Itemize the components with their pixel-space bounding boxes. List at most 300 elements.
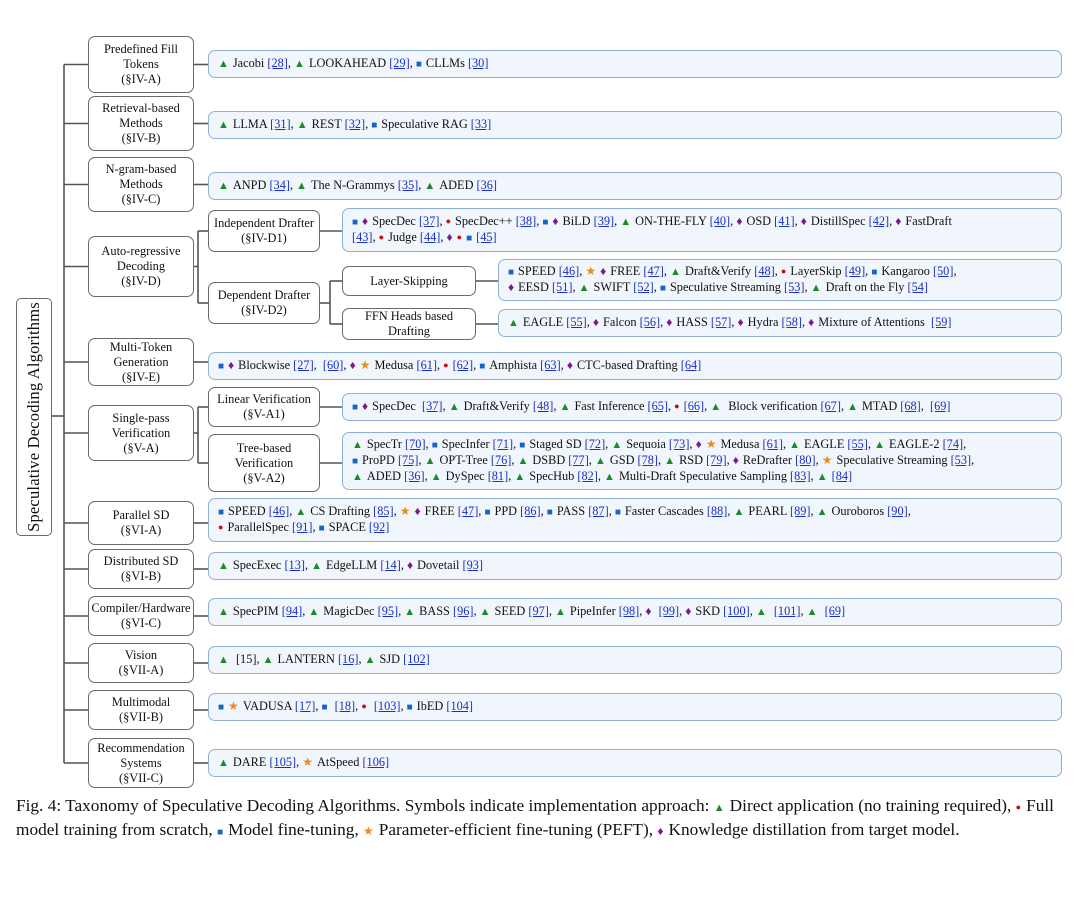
- citation-link[interactable]: [55]: [566, 315, 587, 329]
- citation-link[interactable]: [100]: [723, 604, 750, 618]
- method-text: EAGLE-2: [888, 437, 943, 451]
- method-text: Multi-Draft Speculative Sampling: [618, 469, 791, 483]
- triangle-icon: ▲: [847, 401, 858, 413]
- method-text: ,: [473, 604, 480, 618]
- method-text: BASS: [419, 604, 453, 618]
- triangle-icon: ▲: [479, 606, 491, 618]
- leaf-row: [218, 699, 1052, 715]
- citation-link[interactable]: [84]: [831, 469, 853, 483]
- citation-link[interactable]: [73]: [668, 437, 690, 451]
- method-text: ,: [907, 504, 911, 518]
- method-text: ,: [302, 604, 309, 618]
- star-icon: ★: [363, 824, 374, 838]
- citation-link[interactable]: [47]: [643, 264, 664, 278]
- citation-link[interactable]: [50]: [932, 264, 954, 278]
- citation-link[interactable]: [29]: [389, 56, 410, 70]
- diamond-icon: ♦: [446, 230, 453, 244]
- triangle-icon: ▲: [755, 606, 767, 618]
- category-label: Layer-Skipping: [370, 273, 448, 288]
- citation-link[interactable]: [69]: [824, 604, 846, 618]
- citation-link[interactable]: [31]: [270, 117, 291, 131]
- method-text: ,: [540, 504, 547, 518]
- star-icon: ★: [228, 699, 239, 713]
- method-text: MTAD: [861, 399, 901, 413]
- circle-icon: ●: [218, 522, 224, 532]
- citation-link[interactable]: [52]: [633, 280, 654, 294]
- diamond-icon: ♦: [362, 399, 369, 413]
- category-label: Compiler/Hardware: [91, 601, 191, 615]
- figure-caption: [16, 795, 1066, 843]
- citation-link[interactable]: [36]: [404, 469, 425, 483]
- triangle-icon: ▲: [404, 606, 416, 618]
- method-text: ,: [296, 755, 303, 769]
- triangle-icon: ▲: [218, 654, 229, 666]
- citation-link[interactable]: [81]: [487, 469, 509, 483]
- square-icon: ■: [519, 440, 526, 451]
- caption-legend-text: Knowledge distillation from target model.: [668, 820, 960, 839]
- citation-link[interactable]: [30]: [467, 56, 489, 70]
- circle-icon: ●: [361, 701, 367, 711]
- citation-link[interactable]: [78]: [637, 453, 659, 467]
- method-text: LANTERN: [277, 652, 338, 666]
- citation-link[interactable]: [76]: [490, 453, 512, 467]
- citation-link[interactable]: [60]: [322, 358, 344, 372]
- method-text: PASS: [556, 504, 589, 518]
- leaf-node-l6b: [342, 432, 1062, 490]
- triangle-icon: ▲: [555, 606, 566, 618]
- category-node-c11: [88, 690, 194, 730]
- citation-link[interactable]: [69]: [930, 399, 951, 413]
- citation-link[interactable]: [59]: [930, 315, 952, 329]
- method-text: ,: [810, 504, 817, 518]
- method-text: ADED: [366, 469, 405, 483]
- square-icon: ■: [484, 507, 491, 518]
- method-text: ,: [605, 437, 612, 451]
- citation-link[interactable]: [46]: [558, 264, 580, 278]
- triangle-icon: ▲: [218, 560, 229, 572]
- method-text: ,: [312, 520, 319, 534]
- citation-link[interactable]: [51]: [551, 280, 573, 294]
- diamond-icon: ♦: [414, 504, 421, 518]
- citation-link[interactable]: [17]: [294, 699, 316, 713]
- circle-icon: ●: [445, 216, 452, 226]
- citation-link[interactable]: [41]: [774, 214, 795, 228]
- category-node-c6: [88, 405, 194, 461]
- method-text: Draft&Verify: [684, 264, 755, 278]
- method-text: Sequoia: [626, 437, 669, 451]
- leaf-node-l5: [208, 352, 1062, 380]
- method-text: ,: [794, 214, 801, 228]
- triangle-icon: ▲: [789, 439, 801, 451]
- method-text: ,: [726, 453, 733, 467]
- citation-link[interactable]: [64]: [680, 358, 702, 372]
- citation-link[interactable]: [79]: [706, 453, 727, 467]
- method-text: ,: [704, 399, 711, 413]
- caption-legend-text: Parameter-efficient fine-tuning (PEFT),: [378, 820, 658, 839]
- category-label: Dependent Drafter: [217, 288, 311, 302]
- triangle-icon: ▲: [296, 119, 308, 131]
- citation-link[interactable]: [48]: [532, 399, 554, 413]
- square-icon: ■: [406, 702, 413, 713]
- citation-link[interactable]: [82]: [577, 469, 598, 483]
- method-text: ADED: [439, 178, 477, 192]
- citation-link[interactable]: [53]: [950, 453, 972, 467]
- method-text: ,: [365, 117, 372, 131]
- method-text: ,: [731, 315, 738, 329]
- citation-link[interactable]: [77]: [568, 453, 589, 467]
- method-text: ,: [442, 399, 449, 413]
- citation-link[interactable]: [91]: [291, 520, 313, 534]
- triangle-icon: ▲: [424, 455, 436, 467]
- leaf-row: [352, 453, 1052, 469]
- circle-icon: ●: [456, 232, 463, 242]
- method-text: ,: [800, 604, 807, 618]
- triangle-icon: ▲: [604, 471, 615, 483]
- citation-link[interactable]: [83]: [790, 469, 811, 483]
- method-text: ,: [478, 504, 485, 518]
- citation-link[interactable]: [101]: [773, 604, 801, 618]
- diamond-icon: ♦: [732, 453, 739, 467]
- method-text: LayerSkip: [790, 264, 845, 278]
- method-text: ,: [400, 699, 407, 713]
- method-text: ,: [289, 178, 297, 192]
- citation-link[interactable]: [13]: [284, 558, 305, 572]
- category-label: Single-pass: [112, 410, 170, 425]
- method-text: CLLMs: [425, 56, 468, 70]
- citation-link[interactable]: [40]: [709, 214, 731, 228]
- category-label: Distributed SD: [103, 554, 179, 568]
- method-text: RSD: [679, 453, 707, 467]
- method-text: ,: [548, 604, 556, 618]
- triangle-icon: ▲: [713, 802, 725, 814]
- method-text: ,: [313, 358, 323, 372]
- citation-link[interactable]: [37]: [422, 399, 443, 413]
- citation-link[interactable]: [98]: [618, 604, 640, 618]
- square-icon: ■: [371, 120, 378, 131]
- diamond-icon: ♦: [685, 604, 692, 618]
- citation-link[interactable]: [67]: [820, 399, 841, 413]
- leaf-row: [218, 56, 1052, 72]
- square-icon: ■: [614, 507, 621, 518]
- method-text: ,: [553, 399, 560, 413]
- category-label: Multi-Token: [109, 339, 173, 354]
- circle-icon: ●: [780, 266, 787, 276]
- citation-link[interactable]: [58]: [781, 315, 802, 329]
- method-text: ,: [867, 437, 875, 451]
- citation-link[interactable]: [54]: [907, 280, 929, 294]
- square-icon: ■: [431, 440, 438, 451]
- category-label: Auto-regressive: [101, 244, 181, 258]
- caption-legend-text: Model fine-tuning,: [228, 820, 363, 839]
- method-text: HASS: [676, 315, 711, 329]
- method-text: SPEED: [518, 264, 559, 278]
- citation-link[interactable]: [14]: [380, 558, 401, 572]
- citation-link[interactable]: [95]: [377, 604, 399, 618]
- category-label: (§IV-C): [121, 192, 161, 206]
- method-text: ,: [801, 315, 809, 329]
- triangle-icon: ▲: [352, 439, 363, 451]
- citation-link[interactable]: [71]: [492, 437, 514, 451]
- citation-link[interactable]: [103]: [373, 699, 401, 713]
- caption-legend-text: Direct application (no training required),: [729, 796, 1016, 815]
- citation-link[interactable]: [85]: [373, 504, 394, 518]
- square-icon: ■: [352, 217, 359, 228]
- method-text: ,: [372, 230, 379, 244]
- method-text: ,: [889, 214, 896, 228]
- leaf-node-l1: [208, 50, 1062, 78]
- citation-link[interactable]: [56]: [639, 315, 661, 329]
- leaf-row: [508, 280, 1052, 296]
- star-icon: ★: [399, 504, 411, 518]
- method-text: SpecExec: [232, 558, 285, 572]
- method-text: ,: [730, 214, 737, 228]
- category-node-c12: [88, 738, 194, 788]
- diamond-icon: ♦: [657, 824, 664, 838]
- leaf-row: [508, 315, 1052, 331]
- method-text: Faster Cascades: [624, 504, 707, 518]
- citation-link[interactable]: [32]: [344, 117, 366, 131]
- method-text: Ouroboros: [831, 504, 888, 518]
- square-icon: ■: [466, 233, 473, 244]
- citation-link[interactable]: [55]: [847, 437, 868, 451]
- method-text: SPACE: [328, 520, 369, 534]
- method-text: LOOKAHEAD: [308, 56, 390, 70]
- citation-link[interactable]: [88]: [706, 504, 728, 518]
- triangle-icon: ▲: [218, 757, 229, 769]
- diamond-icon: ♦: [406, 558, 414, 572]
- method-text: Staged SD: [529, 437, 585, 451]
- citation-link[interactable]: [37]: [418, 214, 440, 228]
- method-text: LLMA: [232, 117, 271, 131]
- method-text: VADUSA: [242, 699, 295, 713]
- citation-link[interactable]: [36]: [476, 178, 498, 192]
- citation-link[interactable]: [96]: [452, 604, 474, 618]
- method-text: SpecTr: [366, 437, 406, 451]
- citation-link[interactable]: [48]: [754, 264, 775, 278]
- citation-link[interactable]: [34]: [269, 178, 290, 192]
- leaf-node-l9: [208, 598, 1062, 626]
- category-label: Verification: [234, 455, 294, 470]
- method-text: DistillSpec: [810, 214, 869, 228]
- method-text: ,: [343, 358, 350, 372]
- method-text: ReDrafter: [742, 453, 796, 467]
- citation-link[interactable]: [44]: [419, 230, 441, 244]
- leaf-row: [218, 755, 1052, 771]
- category-label: Predefined Fill: [104, 42, 178, 56]
- leaf-row: [352, 399, 1052, 415]
- method-text: ,: [439, 214, 446, 228]
- method-text: ANPD: [232, 178, 270, 192]
- diamond-icon: ♦: [508, 280, 515, 294]
- citation-link[interactable]: [39]: [593, 214, 615, 228]
- method-text: Jacobi: [232, 56, 268, 70]
- square-icon: ■: [352, 456, 359, 467]
- citation-link[interactable]: [63]: [540, 358, 561, 372]
- method-text: Kangaroo: [881, 264, 933, 278]
- method-text: ,: [597, 469, 605, 483]
- citation-link[interactable]: [35]: [397, 178, 419, 192]
- category-label: Methods: [119, 177, 163, 191]
- citation-link[interactable]: [97]: [528, 604, 549, 618]
- method-text: ,: [614, 214, 621, 228]
- triangle-icon: ▲: [810, 282, 822, 294]
- citation-link[interactable]: [53]: [784, 280, 805, 294]
- method-text: ,: [920, 399, 931, 413]
- method-text: PPD: [494, 504, 521, 518]
- category-label: (§VI-B): [121, 569, 161, 583]
- triangle-icon: ▲: [308, 606, 320, 618]
- diamond-icon: ♦: [800, 214, 807, 228]
- method-text: Mixture of Attentions: [818, 315, 931, 329]
- method-text: SpecDec: [372, 214, 419, 228]
- citation-link[interactable]: [61]: [416, 358, 437, 372]
- triangle-icon: ▲: [448, 401, 460, 413]
- citation-link[interactable]: [75]: [397, 453, 419, 467]
- citation-link[interactable]: [28]: [267, 56, 288, 70]
- citation-link[interactable]: [49]: [844, 264, 866, 278]
- category-node-c6a: [208, 387, 320, 427]
- leaf-node-l12: [208, 749, 1062, 777]
- leaf-row: [218, 520, 1052, 536]
- leaf-node-l6a: [342, 393, 1062, 421]
- citation-link[interactable]: [65]: [647, 399, 669, 413]
- citation-link[interactable]: [104]: [446, 699, 474, 713]
- method-text: FastDraft: [905, 214, 952, 228]
- square-icon: ■: [218, 361, 225, 372]
- citation-link[interactable]: [68]: [900, 399, 921, 413]
- method-text: ,: [971, 453, 975, 467]
- triangle-icon: ▲: [733, 506, 745, 518]
- citation-link[interactable]: [80]: [795, 453, 816, 467]
- diamond-icon: ♦: [349, 358, 356, 372]
- triangle-icon: ▲: [311, 560, 322, 572]
- citation-link[interactable]: [90]: [887, 504, 908, 518]
- category-node-c4b1: [342, 266, 476, 296]
- category-label: Multimodal: [111, 695, 171, 709]
- method-text: Draft&Verify: [463, 399, 533, 413]
- category-label: Independent Drafter: [213, 216, 315, 230]
- citation-link[interactable]: [43]: [352, 230, 373, 244]
- category-node-c7: [88, 501, 194, 545]
- citation-link[interactable]: [106]: [362, 755, 390, 769]
- square-icon: ■: [546, 507, 553, 518]
- citation-link[interactable]: [38]: [515, 214, 537, 228]
- diamond-icon: ♦: [566, 358, 573, 372]
- square-icon: ■: [508, 267, 515, 278]
- triangle-icon: ▲: [517, 455, 529, 467]
- leaf-node-l11: [208, 693, 1062, 721]
- caption-legend-text: Full model training from scratch,: [16, 796, 1054, 839]
- citation-link[interactable]: [86]: [520, 504, 541, 518]
- citation-link[interactable]: [94]: [281, 604, 303, 618]
- method-text: Medusa: [720, 437, 763, 451]
- citation-link[interactable]: [87]: [588, 504, 609, 518]
- leaf-row: [352, 437, 1052, 453]
- leaf-node-l8: [208, 552, 1062, 580]
- square-icon: ■: [542, 217, 549, 228]
- method-text: OPT-Tree: [439, 453, 491, 467]
- star-icon: ★: [821, 453, 833, 467]
- citation-link[interactable]: [16]: [337, 652, 359, 666]
- citation-link[interactable]: [45]: [476, 230, 497, 244]
- method-text: ProPD: [362, 453, 398, 467]
- diamond-icon: ♦: [600, 264, 607, 278]
- star-icon: ★: [359, 358, 371, 372]
- citation-link[interactable]: [47]: [457, 504, 479, 518]
- method-text: ,: [440, 230, 447, 244]
- citation-link[interactable]: [66]: [683, 399, 705, 413]
- citation-link[interactable]: [62]: [452, 358, 474, 372]
- method-text: PipeInfer: [569, 604, 619, 618]
- triangle-icon: ▲: [559, 401, 571, 413]
- diamond-icon: ♦: [695, 437, 702, 451]
- square-icon: ■: [321, 702, 328, 713]
- triangle-icon: ▲: [218, 606, 229, 618]
- citation-link[interactable]: [61]: [762, 437, 783, 451]
- citation-link[interactable]: [74]: [942, 437, 964, 451]
- method-text: ,: [815, 453, 822, 467]
- root-node: [16, 298, 52, 536]
- citation-link[interactable]: [42]: [868, 214, 890, 228]
- citation-link[interactable]: [93]: [462, 558, 484, 572]
- category-label: (§V-A2): [243, 470, 285, 485]
- citation-link[interactable]: [105]: [269, 755, 297, 769]
- method-text: ,: [315, 699, 322, 713]
- triangle-icon: ▲: [620, 216, 632, 228]
- method-text: ,: [840, 399, 848, 413]
- citation-link[interactable]: [72]: [584, 437, 606, 451]
- citation-link[interactable]: [102]: [403, 652, 430, 666]
- citation-link[interactable]: [18]: [334, 699, 356, 713]
- method-text: ,: [658, 453, 665, 467]
- citation-link[interactable]: [33]: [470, 117, 492, 131]
- category-label: (§IV-D): [121, 274, 161, 288]
- method-text: SPEED: [228, 504, 269, 518]
- citation-link[interactable]: [57]: [710, 315, 732, 329]
- citation-link[interactable]: [99]: [658, 604, 680, 618]
- method-text: ,: [668, 399, 675, 413]
- triangle-icon: ▲: [430, 471, 442, 483]
- triangle-icon: ▲: [816, 506, 828, 518]
- citation-link[interactable]: [92]: [368, 520, 390, 534]
- category-label: FFN Heads based: [364, 309, 454, 323]
- category-node-c4b: [208, 282, 320, 324]
- category-node-c4b2: [342, 308, 476, 340]
- method-text: Speculative Streaming: [669, 280, 785, 294]
- citation-link[interactable]: [89]: [789, 504, 811, 518]
- method-text: Hydra: [747, 315, 782, 329]
- method-text: ,: [289, 504, 296, 518]
- triangle-icon: ▲: [295, 506, 307, 518]
- circle-icon: ●: [378, 232, 385, 242]
- category-label: Methods: [119, 116, 163, 130]
- method-text: ,: [810, 469, 817, 483]
- triangle-icon: ▲: [514, 471, 526, 483]
- diamond-icon: ♦: [666, 315, 673, 329]
- citation-link[interactable]: [27]: [293, 358, 314, 372]
- leaf-node-l4b2: [498, 309, 1062, 337]
- star-icon: ★: [302, 755, 314, 769]
- method-text: DARE: [232, 755, 270, 769]
- citation-link[interactable]: [70]: [405, 437, 426, 451]
- method-text: ,: [639, 604, 646, 618]
- method-text: ,: [804, 280, 811, 294]
- method-text: SpecHub: [529, 469, 578, 483]
- leaf-row: [218, 358, 1052, 374]
- method-text: ,: [727, 504, 734, 518]
- citation-link[interactable]: [46]: [268, 504, 290, 518]
- method-text: SpecDec: [372, 399, 423, 413]
